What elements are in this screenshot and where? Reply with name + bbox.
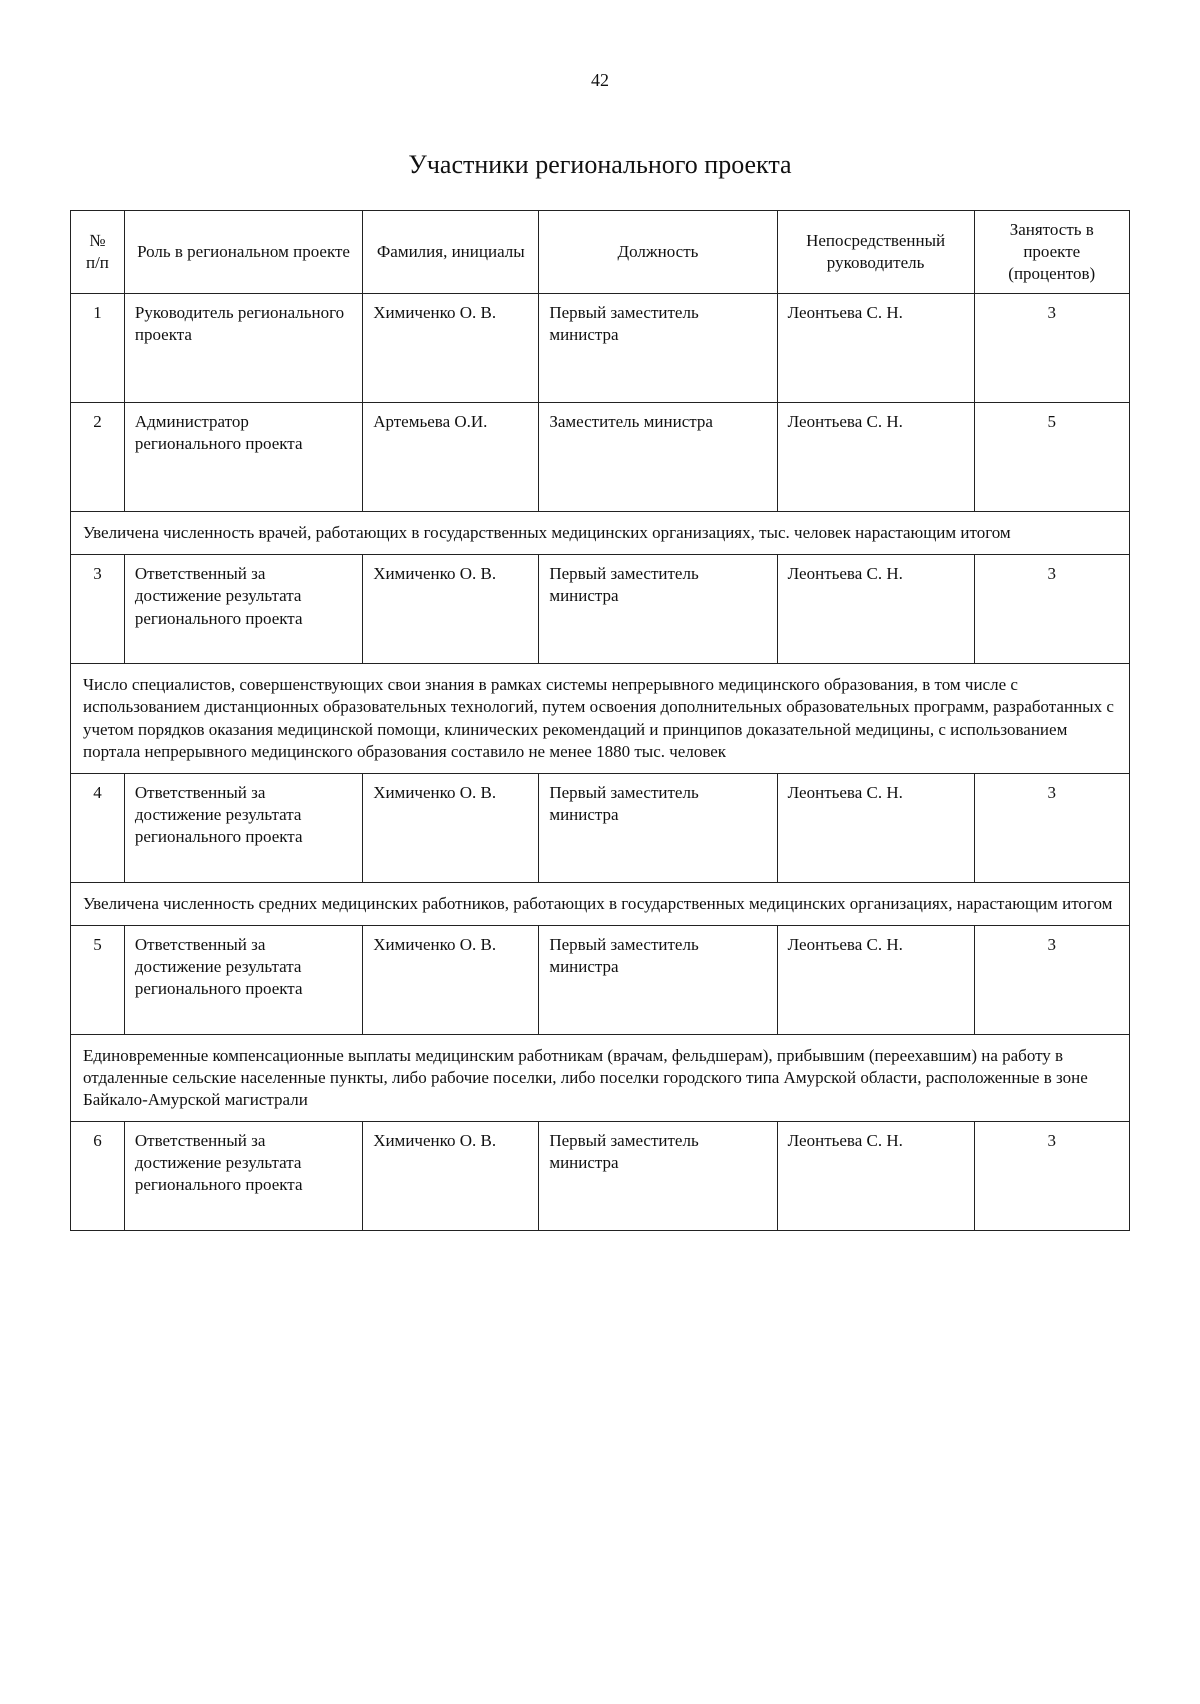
cell-num: 3	[71, 555, 125, 664]
table-row	[71, 773, 1130, 882]
cell-role: Руководитель регионального проекта	[124, 294, 362, 403]
cell-num: 4	[71, 773, 125, 882]
table-row	[71, 555, 1130, 664]
cell-name: Химиченко О. В.	[363, 773, 539, 882]
cell-role: Ответственный за достижение результата регионального проекта	[124, 773, 362, 882]
participants-table	[70, 210, 1130, 1231]
table-row	[71, 403, 1130, 512]
cell-load: 3	[974, 555, 1129, 664]
cell-num: 5	[71, 925, 125, 1034]
cell-supervisor: Леонтьева С. Н.	[777, 1122, 974, 1231]
goal-text: Единовременные компенсационные выплаты медицинским работникам (врачам, фельдшерам), прибывшим (переехавшим) на работу в отдаленные сельские населенные пункты, либо рабочие поселки, либо поселки городского типа Амурской области, расположенные в зоне Байкало-Амурской магистрали	[71, 1034, 1130, 1121]
header-num: № п/п	[71, 211, 125, 294]
cell-supervisor: Леонтьева С. Н.	[777, 925, 974, 1034]
table-row	[71, 294, 1130, 403]
cell-num: 1	[71, 294, 125, 403]
cell-role: Ответственный за достижение результата регионального проекта	[124, 1122, 362, 1231]
cell-position: Первый заместитель министра	[539, 555, 777, 664]
cell-role: Ответственный за достижение результата регионального проекта	[124, 555, 362, 664]
header-name: Фамилия, инициалы	[363, 211, 539, 294]
goal-row	[71, 1034, 1130, 1121]
goal-row	[71, 664, 1130, 773]
goal-text: Увеличена численность средних медицинских работников, работающих в государственных медицинских организациях, нарастающим итогом	[71, 882, 1130, 925]
goal-text: Увеличена численность врачей, работающих в государственных медицинских организациях, тыс. человек нарастающим итогом	[71, 512, 1130, 555]
cell-name: Химиченко О. В.	[363, 1122, 539, 1231]
header-load: Занятость в проекте (процентов)	[974, 211, 1129, 294]
cell-position: Первый заместитель министра	[539, 1122, 777, 1231]
table-row	[71, 1122, 1130, 1231]
page-number: 42	[591, 70, 609, 90]
header-role: Роль в региональном проекте	[124, 211, 362, 294]
goal-text: Число специалистов, совершенствующих свои знания в рамках системы непрерывного медицинского образования, в том числе с использованием дистанционных образовательных технологий, путем освоения дополнительных образовательных программ, разработанных с учетом порядков оказания медицинской помощи, клинических рекомендаций и принципов доказательной медицины, с использованием портала непрерывного медицинского образования составило не менее 1880 тыс. человек	[71, 664, 1130, 773]
cell-load: 3	[974, 294, 1129, 403]
cell-supervisor: Леонтьева С. Н.	[777, 294, 974, 403]
cell-num: 6	[71, 1122, 125, 1231]
cell-num: 2	[71, 403, 125, 512]
cell-supervisor: Леонтьева С. Н.	[777, 403, 974, 512]
cell-name: Химиченко О. В.	[363, 925, 539, 1034]
cell-name: Химиченко О. В.	[363, 555, 539, 664]
cell-supervisor: Леонтьева С. Н.	[777, 773, 974, 882]
header-supervisor: Непосредственный руководитель	[777, 211, 974, 294]
table-row	[71, 925, 1130, 1034]
cell-load: 5	[974, 403, 1129, 512]
cell-role: Ответственный за достижение результата регионального проекта	[124, 925, 362, 1034]
header-position: Должность	[539, 211, 777, 294]
cell-position: Первый заместитель министра	[539, 294, 777, 403]
cell-load: 3	[974, 925, 1129, 1034]
cell-supervisor: Леонтьева С. Н.	[777, 555, 974, 664]
cell-position: Первый заместитель министра	[539, 773, 777, 882]
goal-row	[71, 882, 1130, 925]
cell-role: Администратор регионального проекта	[124, 403, 362, 512]
cell-name: Артемьева О.И.	[363, 403, 539, 512]
document-title: Участники регионального проекта	[408, 150, 792, 179]
cell-position: Первый заместитель министра	[539, 925, 777, 1034]
cell-load: 3	[974, 1122, 1129, 1231]
table-header-row	[71, 211, 1130, 294]
goal-row	[71, 512, 1130, 555]
cell-load: 3	[974, 773, 1129, 882]
cell-name: Химиченко О. В.	[363, 294, 539, 403]
cell-position: Заместитель министра	[539, 403, 777, 512]
